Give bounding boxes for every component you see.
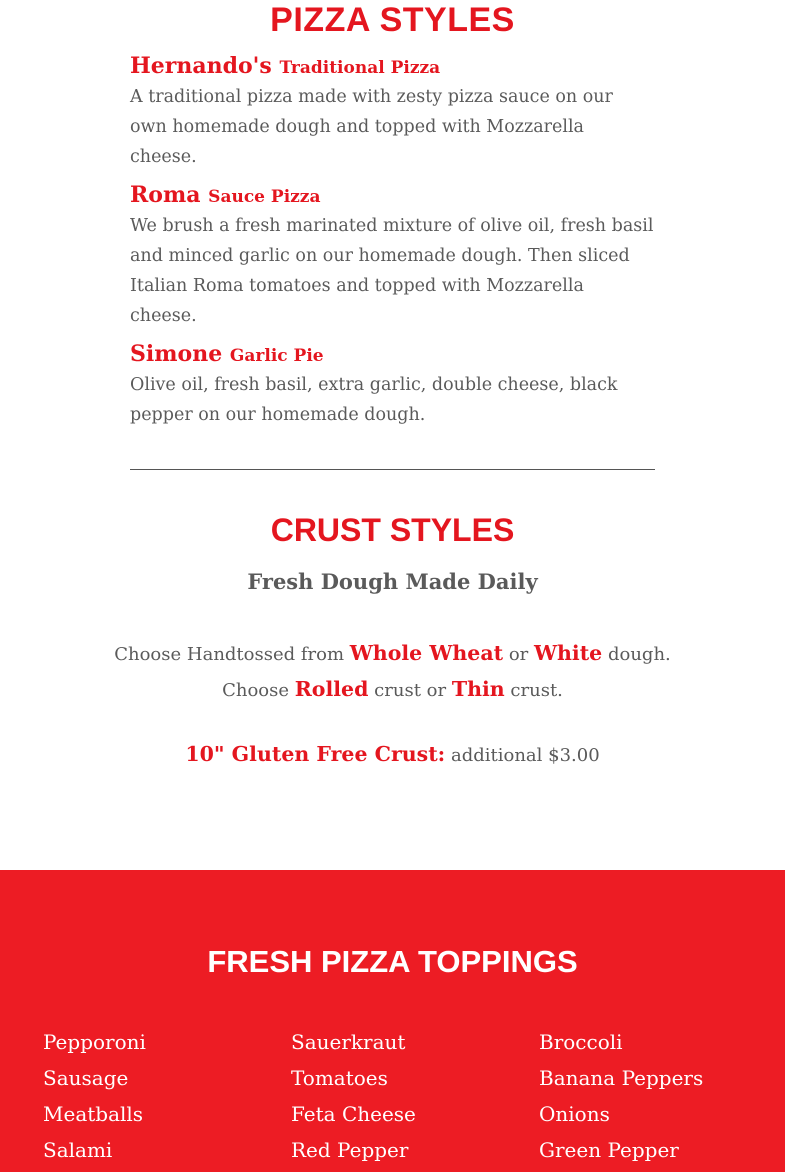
topping-item: Sausage — [43, 1066, 129, 1090]
crust-line-text: Choose Handtossed from — [114, 644, 345, 665]
crust-line-text: Choose — [222, 680, 290, 701]
pizza-name: Simone — [130, 341, 223, 367]
toppings-section — [0, 870, 785, 1172]
crust-line-text: or — [508, 644, 529, 665]
crust-option-line — [0, 674, 785, 706]
topping-item: Tomatoes — [291, 1066, 388, 1090]
toppings-column — [43, 1024, 273, 1168]
pizza-title — [130, 52, 655, 82]
section-title-pizza-styles: PIZZA STYLES — [270, 1, 515, 40]
crust-line-text: crust. — [510, 680, 563, 701]
crust-option-whole-wheat: Whole Wheat — [349, 641, 504, 665]
topping-item: Meatballs — [43, 1102, 144, 1126]
topping-item: Red Pepper — [291, 1138, 409, 1162]
pizza-description: Olive oil, fresh basil, extra garlic, double cheese, black pepper on our homemade dough. — [130, 375, 618, 425]
crust-styles-subtitle: Fresh Dough Made Daily — [247, 569, 538, 594]
pizza-title — [130, 181, 655, 211]
gluten-free-price: additional $3.00 — [450, 745, 600, 766]
topping-item: Salami — [43, 1138, 113, 1162]
topping-item: Broccoli — [539, 1030, 623, 1054]
topping-item: Onions — [539, 1102, 610, 1126]
section-divider — [130, 469, 655, 470]
topping-item: Sauerkraut — [291, 1030, 406, 1054]
crust-line-text: dough. — [607, 644, 671, 665]
crust-option-rolled: Rolled — [294, 677, 369, 701]
pizza-subtitle: Garlic Pie — [229, 346, 324, 366]
pizza-item — [130, 181, 655, 331]
crust-line-text: crust or — [374, 680, 447, 701]
pizza-name: Roma — [130, 182, 201, 208]
crust-option-white: White — [534, 641, 603, 665]
topping-item: Banana Peppers — [539, 1066, 704, 1090]
crust-option-thin: Thin — [451, 677, 505, 701]
pizza-item — [130, 340, 655, 430]
pizza-name: Hernando's — [130, 53, 272, 79]
toppings-column — [539, 1024, 769, 1168]
topping-item: Feta Cheese — [291, 1102, 416, 1126]
pizza-item — [130, 52, 655, 172]
crust-option-line — [0, 638, 785, 670]
crust-styles-title: CRUST STYLES — [270, 512, 515, 548]
pizza-subtitle: Traditional Pizza — [279, 58, 441, 78]
pizza-description: A traditional pizza made with zesty pizza sauce on our own homemade dough and topped with Mozzarella cheese. — [130, 87, 613, 167]
gluten-free-line — [0, 739, 785, 771]
pizza-description: We brush a fresh marinated mixture of olive oil, fresh basil and minced garlic on our homemade dough. Then sliced Italian Roma tomatoes and topped with Mozzarella cheese. — [130, 216, 654, 326]
gluten-free-label: 10" Gluten Free Crust: — [185, 742, 446, 766]
toppings-column — [291, 1024, 521, 1168]
pizza-subtitle: Sauce Pizza — [208, 187, 321, 207]
pizza-title — [130, 340, 655, 370]
topping-item: Green Pepper — [539, 1138, 679, 1162]
toppings-title: FRESH PIZZA TOPPINGS — [207, 944, 578, 979]
topping-item: Pepporoni — [43, 1030, 146, 1054]
